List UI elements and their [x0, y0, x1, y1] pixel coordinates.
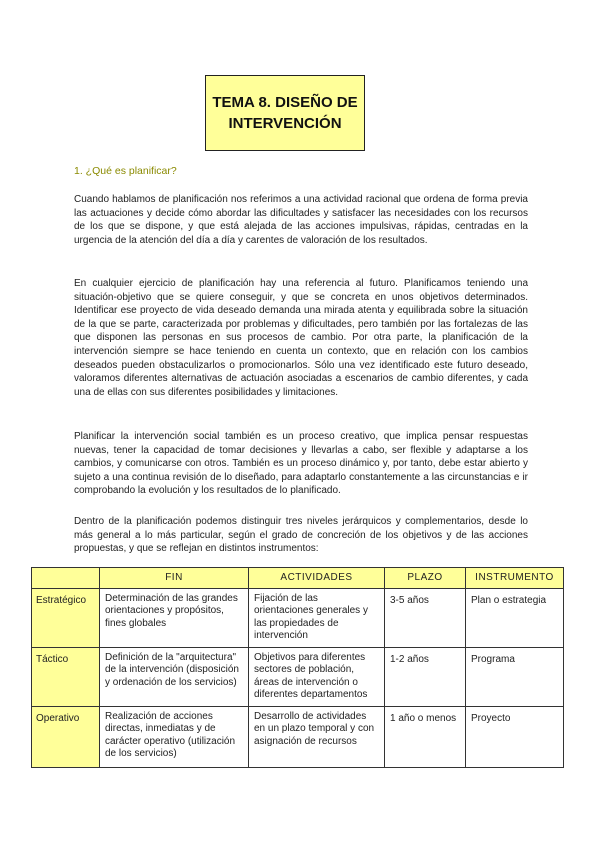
- paragraph-1: Cuando hablamos de planificación nos referimos a una actividad racional que ordena de forma previa las actuaciones y decide cómo abordar las dificultades y satisfacer las necesidades con los recursos de los que se dispone, y que está alejada de las acciones impulsivas, rápidas, centradas en la urgencia de la atención del día a día y carentes de valoración de los resultados.: [74, 194, 528, 246]
- instrumento-cell: Programa: [466, 648, 564, 707]
- header-level: [32, 568, 100, 589]
- table-row: [32, 589, 564, 648]
- paragraph-2: En cualquier ejercicio de planificación hay una referencia al futuro. Planificamos teniendo una situación-objetivo que se quiere conseguir, y que se concreta en unos objetivos determinados. Identificar ese proyecto de vida deseado demanda una mirada atenta y equilibrada sobre la situación de la que se parte, caracterizada por problemas y dificultades, pero también por las fortalezas de las que disponen las personas en sus procesos de cambio. Por otra parte, la planificación de la intervención siempre se hace teniendo en cuenta un contexto, que en relación con los cambios deseados pueden obstaculizarlos o promocionarlos. Sólo una vez identificado este futuro deseado, valoramos diferentes alternativas de actuación asociadas a escenarios de cambio diferentes, y cada una de ellas con sus diferentes posibilidades y limitaciones.: [74, 278, 528, 398]
- header-actividades: ACTIVIDADES: [249, 568, 385, 589]
- actividades-cell: Objetivos para diferentes sectores de población, áreas de intervención o diferentes departamentos: [249, 648, 385, 707]
- actividades-cell: Fijación de las orientaciones generales y las propiedades de intervención: [249, 589, 385, 648]
- header-fin: FIN: [100, 568, 249, 589]
- table-header-row: [32, 568, 564, 589]
- actividades-cell: Desarrollo de actividades en un plazo temporal y con asignación de recursos: [249, 707, 385, 768]
- paragraph-4: Dentro de la planificación podemos distinguir tres niveles jerárquicos y complementarios, desde lo más general a lo más particular, según el grado de concreción de los objetivos y de las acciones propuestas, y que se reflejan en distintos instrumentos:: [74, 516, 528, 555]
- level-cell: Operativo: [32, 707, 100, 768]
- planning-levels-table: [31, 567, 564, 768]
- fin-cell: Determinación de las grandes orientaciones y propósitos, fines globales: [100, 589, 249, 648]
- title-line-1: TEMA 8. DISEÑO DE: [212, 94, 358, 111]
- title-line-2: INTERVENCIÓN: [228, 115, 342, 132]
- fin-cell: Realización de acciones directas, inmediatas y de carácter operativo (utilización de los servicios): [100, 707, 249, 768]
- header-plazo: PLAZO: [385, 568, 466, 589]
- fin-cell: Definición de la "arquitectura" de la intervención (disposición y ordenación de los servicios): [100, 648, 249, 707]
- plazo-cell: 1 año o menos: [385, 707, 466, 768]
- title-box: [205, 75, 365, 151]
- table-row: [32, 707, 564, 768]
- plazo-cell: 1-2 años: [385, 648, 466, 707]
- instrumento-cell: Proyecto: [466, 707, 564, 768]
- plazo-cell: 3-5 años: [385, 589, 466, 648]
- table-row: [32, 648, 564, 707]
- header-instrumento: INSTRUMENTO: [466, 568, 564, 589]
- instrumento-cell: Plan o estrategia: [466, 589, 564, 648]
- section-heading: 1. ¿Qué es planificar?: [74, 165, 177, 177]
- paragraph-3: Planificar la intervención social también es un proceso creativo, que implica pensar respuestas nuevas, tener la capacidad de tomar decisiones y llevarlas a cabo, ser flexible y adaptarse a los cambios, y comunicarse con otros. También es un proceso dinámico y, por tanto, debe estar abierto y sujeto a una continua revisión de lo diseñado, para adaptarlo constantemente a las circunstancias e ir comprobando la evolución y los resultados de lo planificado.: [74, 431, 528, 497]
- level-cell: Estratégico: [32, 589, 100, 648]
- level-cell: Táctico: [32, 648, 100, 707]
